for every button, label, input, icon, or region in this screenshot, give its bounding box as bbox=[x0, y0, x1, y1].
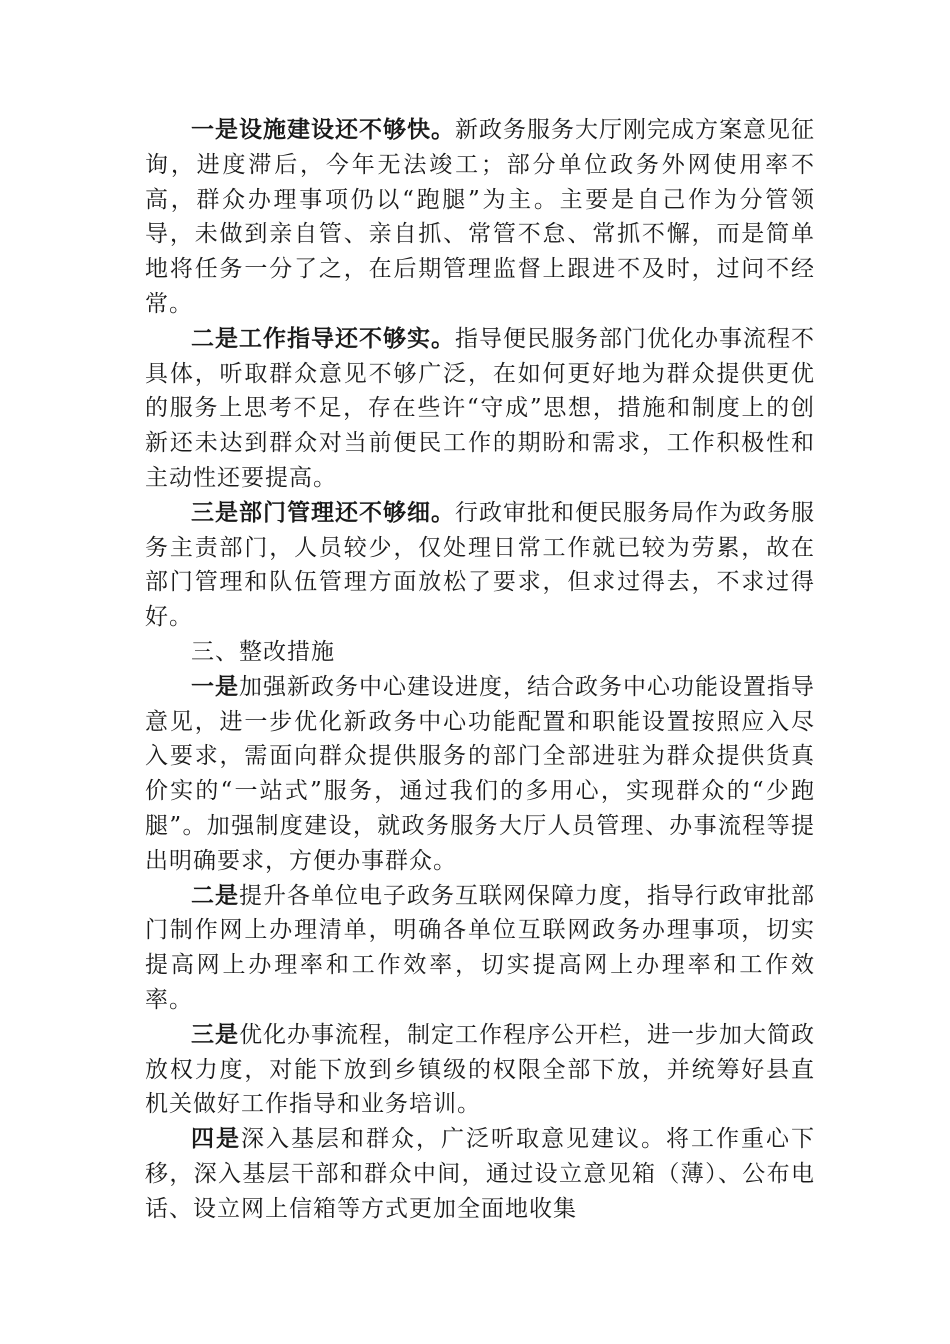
measure-3 bbox=[145, 1018, 815, 1122]
measure-2 bbox=[145, 879, 815, 1018]
measure-text: 深入基层和群众，广泛听取意见建议。将工作重心下移，深入基层干部和群众中间，通过设立意见箱（薄）、公布电话、设立网上信箱等方式更加全面地收集 bbox=[145, 1126, 815, 1222]
paragraph-lead: 二是工作指导还不够实。 bbox=[191, 325, 455, 352]
measure-lead: 三是 bbox=[191, 1021, 239, 1048]
section-heading: 三、整改措施 bbox=[191, 638, 335, 665]
paragraph-lead: 三是部门管理还不够细。 bbox=[191, 499, 455, 526]
measure-lead: 二是 bbox=[191, 882, 239, 909]
measure-lead: 一是 bbox=[191, 673, 239, 700]
paragraph-text: 行政审批和便民服务局作为政务服务主责部门，人员较少，仅处理日常工作就已较为劳累，故在部门管理和队伍管理方面放松了要求，但求过得去，不求过得好。 bbox=[145, 499, 815, 631]
paragraph-guidance bbox=[145, 322, 815, 496]
paragraph-facilities bbox=[145, 113, 815, 322]
paragraph-text: 新政务服务大厅刚完成方案意见征询，进度滞后，今年无法竣工；部分单位政务外网使用率不高，群众办理事项仍以“跑腿”为主。主要是自己作为分管领导，未做到亲自管、亲自抓、常管不怠、常抓不懈，而是简单地将任务一分了之，在后期管理监督上跟进不及时，过问不经常。 bbox=[145, 117, 815, 317]
measure-text: 加强新政务中心建设进度，结合政务中心功能设置指导意见，进一步优化新政务中心功能配置和职能设置按照应入尽入要求，需面向群众提供服务的部门全部进驻为群众提供货真价实的“一站式”服务，通过我们的多用心，实现群众的“少跑腿”。加强制度建设，就政务服务大厅人员管理、办事流程等提出明确要求，方便办事群众。 bbox=[145, 673, 815, 874]
paragraph-text: 指导便民服务部门优化办事流程不具体，听取群众意见不够广泛，在如何更好地为群众提供更优的服务上思考不足，存在些许“守成”思想，措施和制度上的创新还未达到群众对当前便民工作的期盼和需求，工作积极性和主动性还要提高。 bbox=[145, 325, 815, 491]
measure-1 bbox=[145, 670, 815, 879]
paragraph-lead: 一是设施建设还不够快。 bbox=[191, 117, 455, 143]
document-body bbox=[145, 113, 815, 1227]
measure-lead: 四是 bbox=[191, 1126, 241, 1153]
paragraph-management bbox=[145, 496, 815, 635]
measure-4 bbox=[145, 1122, 815, 1226]
measure-text: 优化办事流程，制定工作程序公开栏，进一步加大简政放权力度，对能下放到乡镇级的权限全部下放，并统筹好县直机关做好工作指导和业务培训。 bbox=[145, 1021, 815, 1118]
measure-text: 提升各单位电子政务互联网保障力度，指导行政审批部门制作网上办理清单，明确各单位互联网政务办理事项，切实提高网上办理率和工作效率，切实提高网上办理率和工作效率。 bbox=[145, 882, 815, 1013]
